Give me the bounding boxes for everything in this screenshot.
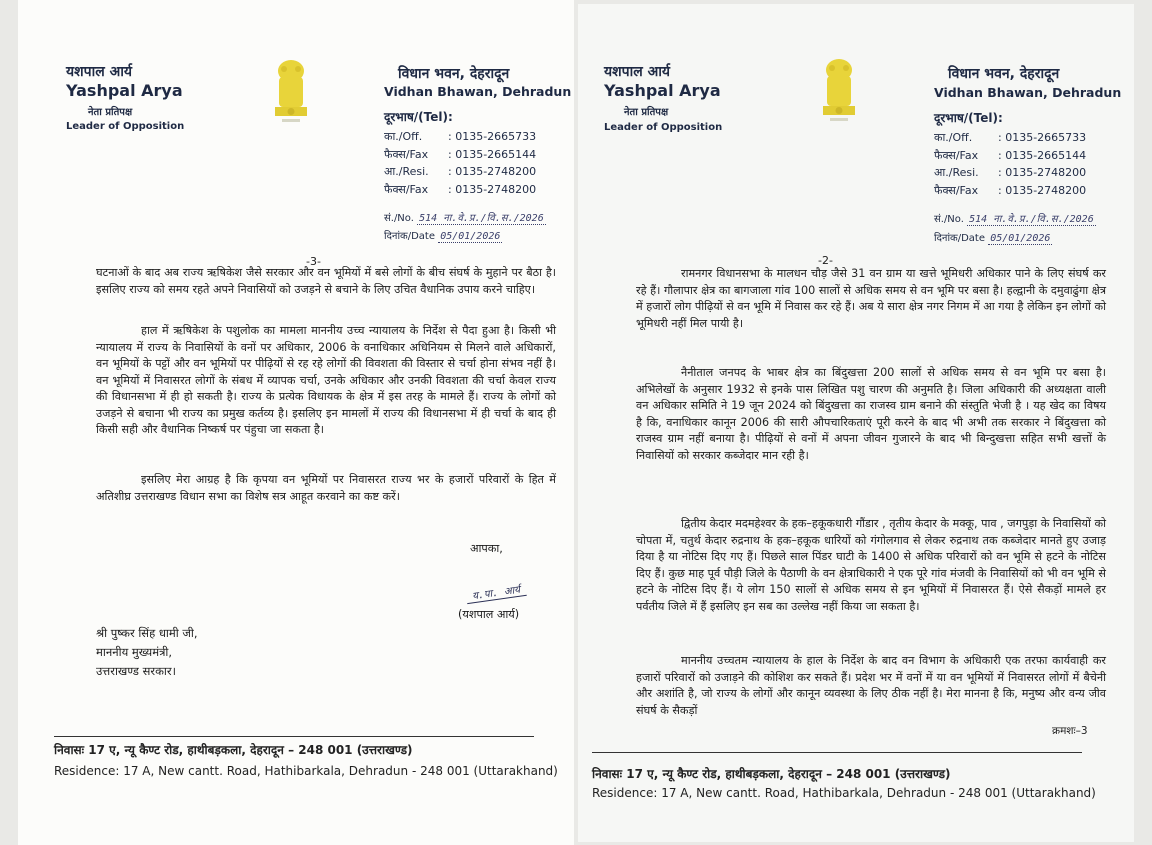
closing-salutation: आपका, bbox=[470, 542, 503, 555]
footer-divider bbox=[54, 736, 534, 737]
sender-name-en: Yashpal Arya bbox=[66, 81, 183, 100]
reference-number: सं./No. 514 ना.वे.प्र./वि.स./2026 bbox=[934, 214, 1094, 225]
phone-fax: फैक्स/Fax : 0135-2665144 bbox=[934, 148, 1087, 162]
letter-date: दिनांक/Date 05/01/2026 bbox=[384, 231, 501, 242]
recipient-block bbox=[96, 624, 198, 681]
recipient-org: उत्तराखण्ड सरकार। bbox=[96, 664, 176, 678]
address-hi: विधान भवन, देहरादून bbox=[948, 66, 1060, 82]
national-emblem-icon bbox=[816, 54, 862, 134]
sender-role-en: Leader of Opposition bbox=[604, 122, 723, 133]
paragraph-3: द्वितीय केदार मदमहेश्वर के हक–हकूकधारी गौंडार , तृतीय केदार के मक्कू, पाव , जगपुड़ा के निवासियों को चोपता में, चतुर्थ केदार रुद्रनाथ के हक–हकूक धारियों को गंगोलगाव से लेकर रुद्रनाथ तक कब्जेदार मानते हुए उजाड़ दिया है या नोटिस दिए गए हैं। पिछले साल पिंडर घाटी के 1400 से अधिक परिवारों को वन भूमि से हटने के नोटिस दिए हैं। कुछ माह पूर्व पौड़ी जिले के पैठाणी के वन क्षेत्राधिकारी ने एक पूरे गांव मंजवी के निवासियों को भी वन भूमि से हटने के नोटिस दिए हैं। ये लोग 150 सालों से अधिक समय से इन भूमियों में निवासरत हैं। ऐसे सैकड़ों मामले हर पर्वतीय जिले में हैं इसलिए इन सब का उल्लेख नहीं किया जा सकता है। bbox=[636, 517, 1106, 613]
paragraph-1: रामनगर विधानसभा के मालधन चौड़ जैसे 31 वन ग्राम या खत्ते भूमिधरी अधिकार पाने के लिए संघर्ष कर रहे हैं। गौलापार क्षेत्र का बागजाला गांव 100 सालों से अधिक समय से वन भूमि पर बसा है। हल्द्वानी के दमुवाढुंगा क्षेत्र में हजारों लोग पीढ़ियों से वन भूमि में निवास कर रहे हैं। अब ये सारा क्षेत्र नगर निगम में आ गया है लेकिन इन लोगों को भूमिधरी नहीं मिल पायी है। bbox=[636, 267, 1106, 330]
paragraph-2: हाल में ऋषिकेश के पशुलोक का मामला माननीय उच्च न्यायालय के निर्देश से पैदा हुआ है। किसी भी न्यायालय में राज्य के निवासियों के वनों पर अधिकार, 2006 के वनाधिकार अधिनियम से मिलने वाले अधिकारों, वन भूमियों के पट्टों और वन भूमियों पर पीढ़ियों से रह रहे लोगों की विवशता की विस्तार से चर्चा होना संभव नहीं है। वन भूमियों में निवासरत लोगों के संबध में व्यापक चर्चा, उनके अधिकार और उनकी विवशता की चर्चा केवल राज्य की विधानसभा में ही हो सकती है। राज्य के प्रत्येक विधायक के क्षेत्र में इस तरह के मामले हैं। राज्य के लोगों को उजड़ने से बचाना भी राज्य का प्रमुख कर्तव्य है। इसलिए इन मामलों में राज्य की विधानसभा में ही चर्चा के बाद ही किसी सही और वैधानिक निष्कर्ष पर पंहुचा जा सकता है। bbox=[96, 324, 556, 436]
footer-residence-hi: निवासः 17 ए, न्यू कैण्ट रोड, हाथीबड़कला, देहरादून – 248 001 (उत्तराखण्ड) bbox=[592, 767, 951, 781]
paragraph-4: माननीय उच्चतम न्यायालय के हाल के निर्देश के बाद वन विभाग के अधिकारी एक तरफा कार्यवाही कर हजारों परिवारों को उजाड़ने की कोशिश कर सकते हैं। प्रदेश भर में वनों में या वन भूमियों में निवासरत लोगों में बैचेनी और अशांति है, जो राज्य के लोगों और कानून व्यवस्था के लिए ठीक नहीं है। मेरा मानना है कि, मनुष्य और वन्य जीव संघर्ष के सैकड़ों bbox=[636, 654, 1106, 717]
paragraph-1: घटनाओं के बाद अब राज्य ऋषिकेश जैसे सरकार और वन भूमियों में बसे लोगों के बीच संघर्ष के मुहाने पर बैठा है। इसलिए राज्य को समय रहते अपने निवासियों को उजड़ने से बचाने के लिए उचित वैधानिक उपाय करने चाहिए। bbox=[96, 266, 556, 296]
sender-name-hi: यशपाल आर्य bbox=[66, 64, 133, 80]
sender-name-en: Yashpal Arya bbox=[604, 81, 721, 100]
recipient-title: माननीय मुख्यमंत्री, bbox=[96, 645, 173, 659]
tel-heading: दूरभाष/(Tel): bbox=[384, 110, 453, 124]
recipient-name: श्री पुष्कर सिंह धामी जी, bbox=[96, 626, 198, 640]
reference-number: सं./No. 514 ना.वे.प्र./वि.स./2026 bbox=[384, 213, 544, 224]
letter-page-3 bbox=[18, 0, 574, 845]
phone-residence-fax: फैक्स/Fax : 0135-2748200 bbox=[934, 183, 1087, 197]
address-hi: विधान भवन, देहरादून bbox=[398, 66, 510, 82]
national-emblem-icon bbox=[268, 55, 314, 135]
phone-list bbox=[934, 130, 1086, 200]
phone-fax: फैक्स/Fax : 0135-2665144 bbox=[384, 147, 537, 161]
address-en: Vidhan Bhawan, Dehradun bbox=[384, 84, 572, 99]
sender-role-hi: नेता प्रतिपक्ष bbox=[624, 107, 669, 118]
paragraph-3: इसलिए मेरा आग्रह है कि कृपया वन भूमियों पर निवासरत राज्य भर के हजारों परिवारों के हित में अतिशीघ्र उत्तराखण्ड विधान सभा का विशेष सत्र आहूत करवाने का कष्ट करें। bbox=[96, 473, 556, 503]
paragraph-2: नैनीताल जनपद के भाबर क्षेत्र का बिंदुखत्ता 200 सालों से अधिक समय से वन भूमि पर बसा है। अभिलेखों के अनुसार 1932 से इनके पास लिखित पशु चारण की अनुमति है। जिला अधिकारी की अध्यक्षता वाली वन अधिकार समिति ने 19 जून 2024 को बिंदुखत्ता का राजस्व ग्राम बनाने की संस्तुति भेजी है । यह खेद का विषय है कि, वनाधिकार कानून 2006 की सारी औपचारिकताएं पूरी करने के बाद भी अभी तक सरकार ने बिंदुखत्ता को राजस्व ग्राम नहीं बनाया है। पीढ़ियों से वनों में अपना जीवन गुजारने के बाद भी बिन्दुखत्ता सहित सभी खत्तों के निवासियों को सरकार कब्जेदार मान रही है। bbox=[636, 366, 1106, 462]
letter-page-2 bbox=[578, 4, 1134, 842]
sender-role-hi: नेता प्रतिपक्ष bbox=[88, 107, 133, 118]
footer-residence-en: Residence: 17 A, New cantt. Road, Hathibarkala, Dehradun - 248 001 (Uttarakhand) bbox=[54, 764, 558, 778]
phone-residence: आ./Resi. : 0135-2748200 bbox=[934, 166, 1087, 179]
letter-date: दिनांक/Date 05/01/2026 bbox=[934, 233, 1051, 244]
footer-residence-hi: निवासः 17 ए, न्यू कैण्ट रोड, हाथीबड़कला, देहरादून – 248 001 (उत्तराखण्ड) bbox=[54, 743, 413, 757]
signature: य.पा. आर्य bbox=[465, 581, 527, 604]
address-en: Vidhan Bhawan, Dehradun bbox=[934, 85, 1122, 100]
signatory-name: (यशपाल आर्य) bbox=[458, 608, 520, 621]
footer-residence-en: Residence: 17 A, New cantt. Road, Hathibarkala, Dehradun - 248 001 (Uttarakhand) bbox=[592, 786, 1096, 800]
phone-office: का./Off. : 0135-2665733 bbox=[934, 131, 1087, 144]
page-number: -3- bbox=[306, 255, 321, 268]
phone-office: का./Off. : 0135-2665733 bbox=[384, 130, 537, 143]
sender-name-hi: यशपाल आर्य bbox=[604, 64, 671, 80]
page-number: -2- bbox=[818, 254, 833, 267]
footer-divider bbox=[592, 752, 1082, 753]
phone-residence: आ./Resi. : 0135-2748200 bbox=[384, 165, 537, 178]
sender-role-en: Leader of Opposition bbox=[66, 121, 185, 132]
phone-list bbox=[384, 129, 536, 199]
phone-residence-fax: फैक्स/Fax : 0135-2748200 bbox=[384, 182, 537, 196]
continued-marker: क्रमशः–3 bbox=[1052, 725, 1088, 737]
tel-heading: दूरभाष/(Tel): bbox=[934, 111, 1003, 125]
